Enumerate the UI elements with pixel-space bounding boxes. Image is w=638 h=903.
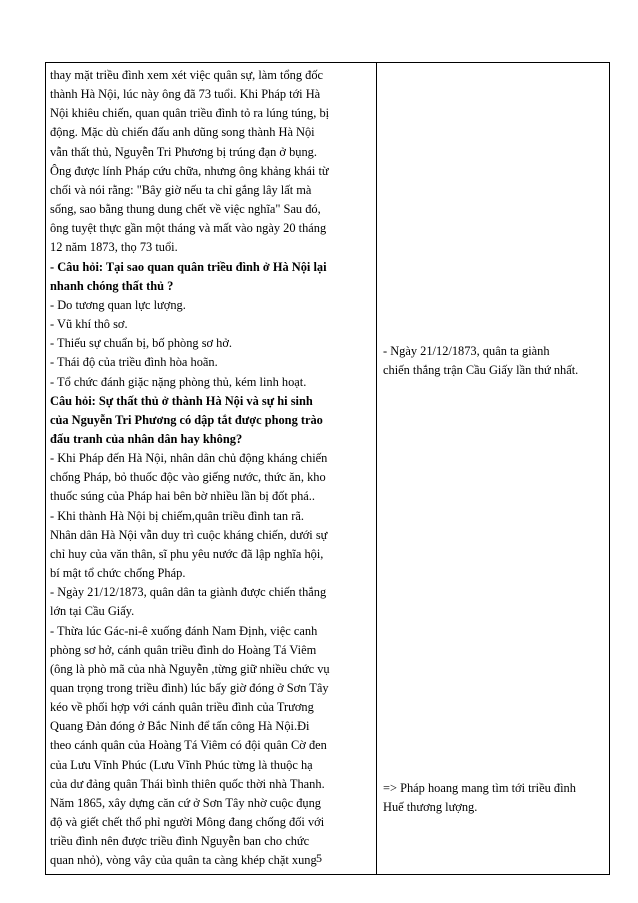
text-line: quan nhỏ), vòng vây của quân ta càng khép chặt xung xyxy=(50,853,317,868)
text-line: chỉ huy của văn thân, sĩ phu yêu nước đã lập nghĩa hội, xyxy=(50,546,324,561)
text-line: Năm 1865, xây dựng căn cứ ở Sơn Tây nhờ cuộc đụng xyxy=(50,795,321,810)
text-line: chối và nói rằng: "Bây giờ nếu ta chỉ gắng lây lất mà xyxy=(50,182,312,197)
right-note-line: chiến thắng trận Cầu Giấy lần thứ nhất. xyxy=(383,363,579,378)
text-line: phòng sơ hở, cánh quân triều đình do Hoàng Tá Viêm xyxy=(50,642,317,657)
text-line: theo cánh quân của Hoàng Tá Viêm có đội quân Cờ đen xyxy=(50,738,327,753)
text-line: (ông là phò mã của nhà Nguyễn ,từng giữ nhiều chức vụ xyxy=(50,661,330,676)
left-column-cell xyxy=(46,63,377,875)
text-line: 12 năm 1873, thọ 73 tuổi. xyxy=(50,240,178,255)
content-table xyxy=(45,62,610,875)
table-row xyxy=(46,63,610,875)
right-column-cell xyxy=(377,63,610,875)
text-line: - Khi thành Hà Nội bị chiếm,quân triều đình tan rã. xyxy=(50,508,304,523)
left-column-text xyxy=(50,66,372,871)
text-line: Nhân dân Hà Nội vẫn duy trì cuộc kháng chiến, dưới sự xyxy=(50,527,328,542)
text-line: lớn tại Cầu Giấy. xyxy=(50,604,135,619)
text-line: của Lưu Vĩnh Phúc (Lưu Vĩnh Phúc từng là thuộc hạ xyxy=(50,757,313,772)
text-line: bí mật tổ chức chống Pháp. xyxy=(50,566,186,581)
text-line: Quang Đản đóng ở Bắc Ninh để tấn công Hà Nội.Đi xyxy=(50,719,310,734)
text-line: thay mặt triều đình xem xét việc quân sự, làm tổng đốc xyxy=(50,68,324,82)
text-line: của dư đảng quân Thái bình thiên quốc thời nhà Thanh. xyxy=(50,776,325,791)
text-line: - Thiếu sự chuẩn bị, bố phòng sơ hở. xyxy=(50,336,233,351)
text-line: Nội khiêu chiến, quan quân triều đình tỏ ra lúng túng, bị xyxy=(50,106,330,121)
right-note-line: Huế thương lượng. xyxy=(383,800,478,815)
right-note-negotiation xyxy=(383,779,576,817)
text-line: thuốc súng của Pháp hai bên bờ nhiều lần bị đốt phá.. xyxy=(50,489,315,504)
text-line: - Do tương quan lực lượng. xyxy=(50,297,186,312)
text-line: triều đình nên được triều đình Nguyễn ban cho chức xyxy=(50,834,310,849)
text-line: Ông được lính Pháp cứu chữa, nhưng ông khảng khái từ xyxy=(50,163,329,178)
text-line: kéo về phối hợp với cánh quân triều đình của Trương xyxy=(50,700,314,715)
right-note-cau-giay xyxy=(383,342,578,380)
text-line: - Vũ khí thô sơ. xyxy=(50,317,128,332)
text-line: nhanh chóng thất thủ ? xyxy=(50,278,174,293)
text-line: động. Mặc dù chiến đấu anh dũng song thành Hà Nội xyxy=(50,125,315,140)
text-line: chống Pháp, bỏ thuốc độc vào giếng nước, thức ăn, kho xyxy=(50,470,326,485)
page-number: 5 xyxy=(316,851,322,865)
text-line: ông tuyệt thực gần một tháng và mất vào ngày 20 tháng xyxy=(50,221,327,236)
text-line: vẫn thất thủ, Nguyễn Tri Phương bị trúng đạn ở bụng. xyxy=(50,144,317,159)
text-line: - Thừa lúc Gác-ni-ê xuống đánh Nam Định, việc canh xyxy=(50,623,318,638)
text-line: Câu hỏi: Sự thất thủ ở thành Hà Nội và sự hi sinh xyxy=(50,393,313,408)
right-note-line: - Ngày 21/12/1873, quân ta giành xyxy=(383,344,550,358)
text-line: thành Hà Nội, lúc này ông đã 73 tuổi. Khi Pháp tới Hà xyxy=(50,87,321,102)
text-line: quan trọng trong triều đình) lúc bấy giờ đóng ở Sơn Tây xyxy=(50,681,329,695)
text-line: sống, sao bằng thung dung chết về việc nghĩa" Sau đó, xyxy=(50,202,321,217)
text-line: - Khi Pháp đến Hà Nội, nhân dân chủ động kháng chiến xyxy=(50,451,328,466)
text-line: - Ngày 21/12/1873, quân dân ta giành được chiến thắng xyxy=(50,585,327,600)
text-line: - Tổ chức đánh giặc nặng phòng thủ, kém linh hoạt. xyxy=(50,374,307,389)
text-line: - Câu hỏi: Tại sao quan quân triều đình ở Hà Nội lại xyxy=(50,259,327,274)
text-line: của Nguyễn Tri Phương có dập tắt được phong trào xyxy=(50,412,323,427)
text-line: - Thái độ của triều đình hòa hoãn. xyxy=(50,355,218,370)
text-line: độ và giết chết thổ phỉ người Mông đang chống đối với xyxy=(50,815,325,830)
text-line: đấu tranh của nhân dân hay không? xyxy=(50,431,243,446)
right-note-line: => Pháp hoang mang tìm tới triều đình xyxy=(383,781,576,795)
